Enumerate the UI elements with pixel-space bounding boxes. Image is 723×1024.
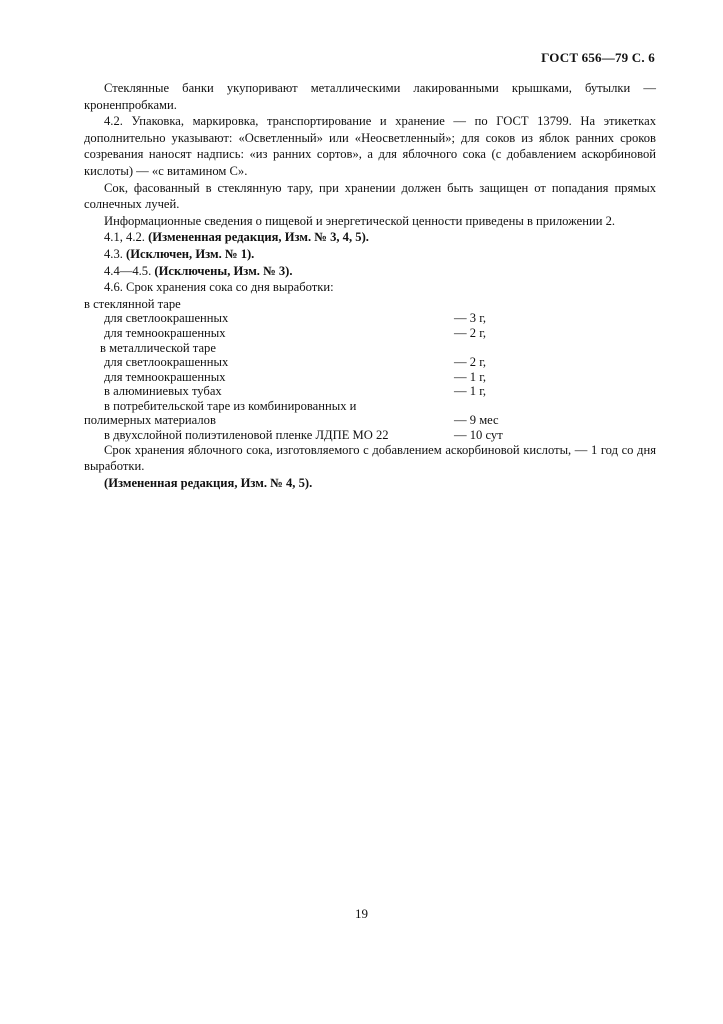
storage-value: — 1 г, — [454, 369, 487, 384]
storage-label: в алюминиевых тубах — [104, 384, 222, 399]
paragraph-sunlight: Сок, фасованный в стеклянную тару, при хранении должен быть защищен от попадания прямых солнечных лучей. — [84, 180, 656, 212]
list-item — [84, 383, 656, 398]
list-item — [84, 398, 656, 413]
storage-value: — 9 мес — [454, 413, 499, 428]
storage-value: — 1 г, — [454, 384, 487, 399]
storage-value: — 3 г, — [454, 311, 487, 326]
storage-label: для темноокрашенных — [104, 325, 226, 340]
list-item — [84, 325, 656, 340]
amend-ref: 4.1, 4.2. — [104, 230, 145, 245]
paragraph-jars: Стеклянные банки укупоривают металлическими лакированными крышками, бутылки — кроненпробками. — [84, 81, 656, 112]
paragraph-4-3 — [84, 246, 656, 263]
storage-label: для светлоокрашенных — [104, 311, 229, 326]
list-item — [84, 427, 656, 442]
storage-metal: в металлической таре — [100, 340, 216, 355]
paragraph-4-2: 4.2. Упаковка, маркировка, транспортирование и хранение — по ГОСТ 13799. На этикетках дополнительно указывают: «Осветленный» или «Неосветленный»; для соков из яблок ранних сроков созревания наносят надпись: «из ранних сортов», а для яблочного сока (с добавлением аскорбиновой кислоты) — «с витамином С». — [84, 114, 656, 178]
storage-list — [84, 296, 656, 442]
list-item — [84, 296, 656, 311]
list-item — [84, 369, 656, 384]
page-number: 19 — [355, 906, 368, 921]
amend-note: (Исключен, Изм. № 1). — [126, 246, 255, 261]
paragraph-4-6: 4.6. Срок хранения сока со дня выработки: — [104, 280, 334, 295]
storage-label: полимерных материалов — [84, 413, 216, 428]
storage-label: в двухслойной полиэтиленовой пленке ЛДПЕ МО 22 — [104, 428, 389, 443]
storage-glass: в стеклянной таре — [84, 296, 181, 311]
list-item — [84, 310, 656, 325]
paragraph-4-4 — [84, 263, 656, 280]
storage-value: — 10 сут — [454, 428, 503, 443]
amend-note: (Измененная редакция, Изм. № 3, 4, 5). — [148, 230, 369, 245]
storage-label: для темноокрашенных — [104, 369, 226, 384]
storage-label: для светлоокрашенных — [104, 355, 229, 370]
paragraph-4-1-amend — [84, 229, 656, 246]
amend-ref: 4.3. — [104, 246, 123, 261]
storage-value: — 2 г, — [454, 355, 487, 370]
paragraph-info: Информационные сведения о пищевой и энергетической ценности приведены в приложении 2. — [104, 213, 616, 228]
paragraph-apple-juice: Срок хранения яблочного сока, изготовляемого с добавлением аскорбиновой кислоты, — 1 год со дня выработки. — [84, 442, 656, 474]
storage-label: в потребительской таре из комбинированных и — [104, 398, 357, 413]
list-item — [84, 354, 656, 369]
amend-note: (Исключены, Изм. № 3). — [154, 263, 293, 278]
list-item — [84, 340, 656, 355]
list-item — [84, 412, 656, 427]
page-header: ГОСТ 656—79 С. 6 — [541, 50, 655, 65]
amend-ref: 4.4—4.5. — [104, 263, 152, 278]
storage-value: — 2 г, — [454, 325, 487, 340]
paragraph-amend-final: (Измененная редакция, Изм. № 4, 5). — [104, 475, 313, 490]
document-body — [84, 80, 656, 491]
